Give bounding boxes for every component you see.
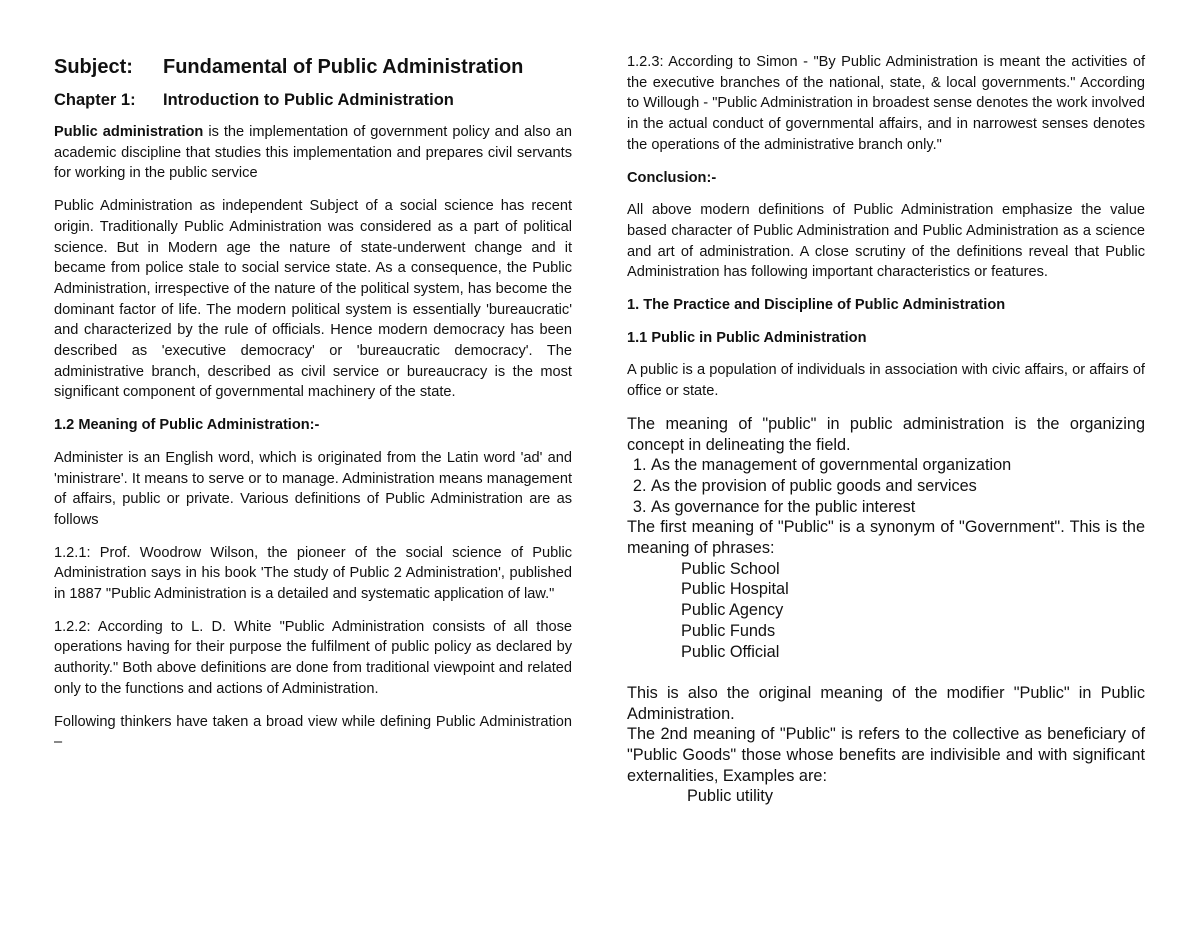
following-paragraph: Following thinkers have taken a broad view while defining Public Administration – xyxy=(54,713,572,751)
definition-122: 1.2.2: According to L. D. White "Public Administration consists of all those operations having for their purpose the fulfilment of public policy as declared by authority." Both above definitions are done from traditional viewpoint and related only to the functions and actions of Administration. xyxy=(54,618,572,697)
subject-text: Fundamental of Public Administration xyxy=(163,56,524,78)
meaning-section xyxy=(627,414,1145,807)
original-meaning-paragraph: This is also the original meaning of the modifier "Public" in Public Administration. xyxy=(627,683,1145,723)
intro-rest: is the implementation of government policy and also an academic discipline that studies this implementation and prepares civil servants for working in the public service xyxy=(54,124,573,182)
subject-heading xyxy=(54,56,572,79)
intro-paragraph xyxy=(54,122,572,184)
phrase-item: Public Funds xyxy=(681,621,776,640)
list-item: 1. As the management of governmental organization xyxy=(651,455,1145,476)
administer-paragraph: Administer is an English word, which is originated from the Latin word 'ad' and 'ministrare'. It means to serve or to manage. Administration means management of affairs, public or private. Various definitions of Public Administration are as follows xyxy=(54,449,572,528)
subject-label: Subject: xyxy=(54,56,133,78)
left-column xyxy=(54,52,572,765)
conclusion-heading: Conclusion:- xyxy=(627,169,717,186)
phrase-item: Public Hospital xyxy=(681,580,789,599)
phrase-item: Public Agency xyxy=(681,601,784,620)
practice-heading: 1. The Practice and Discipline of Public Administration xyxy=(627,297,1006,314)
definition-121: 1.2.1: Prof. Woodrow Wilson, the pioneer of the social science of Public Administration says in his book 'The study of Public 2 Administration', published in 1887 "Public Administration is a detailed and systematic application of law." xyxy=(54,544,572,603)
definition-123: 1.2.3: According to Simon - "By Public Administration is meant the activities of the executive branches of the national, state, & local governments." According to Willough - "Public Administration in broadest sense denotes the work involved in the actual conduct of governmental affairs, and in narrowest senses denotes the operations of the administrative branch only." xyxy=(627,54,1145,153)
meanings-list xyxy=(627,455,1145,517)
list-item: 2. As the provision of public goods and services xyxy=(651,476,1145,497)
origin-paragraph: Public Administration as independent Subject of a social science has recent origin. Traditionally Public Administration was considered as a part of political science. But in Modern age the nature of state-underwent change and it became from police stale to social service state. As a consequence, the Public Administration, irrespective of the nature of the political system, has become the dominant factor of life. The modern political system is essentially 'bureaucratic' and characterized by the rule of officials. Hence modern democracy has been described as 'executive democracy' or 'bureaucratic democracy'. The administrative branch, described as civil service or bureaucracy is the most significant component of governmental machinery of the state. xyxy=(54,198,572,401)
right-column xyxy=(627,52,1145,807)
chapter-heading xyxy=(54,91,572,110)
phrase-item: Public Official xyxy=(681,642,780,661)
intro-bold: Public administration xyxy=(54,124,204,140)
public-paragraph: A public is a population of individuals in association with civic affairs, or affairs of office or state. xyxy=(627,362,1145,400)
meaning-paragraph: The meaning of "public" in public administration is the organizing concept in delineating the field. xyxy=(627,414,1145,454)
conclusion-paragraph: All above modern definitions of Public Administration emphasize the value based character of Public Administration and Public Administration as a science and art of administration. A close scrutiny of the definitions reveal that Public Administration has following important characteristics or features. xyxy=(627,202,1145,281)
list-item: 3. As governance for the public interest xyxy=(651,497,1145,518)
meaning-heading: 1.2 Meaning of Public Administration:- xyxy=(54,417,320,434)
second-meaning-paragraph: The 2nd meaning of "Public" is refers to the collective as beneficiary of "Public Goods" those whose benefits are indivisible and with significant externalities, Examples are: xyxy=(627,725,1145,785)
example-item: Public utility xyxy=(687,787,773,806)
first-meaning-paragraph: The first meaning of "Public" is a synonym of "Government". This is the meaning of phrases: xyxy=(627,518,1145,558)
chapter-text: Introduction to Public Administration xyxy=(163,91,454,109)
chapter-label: Chapter 1: xyxy=(54,91,136,109)
public-heading: 1.1 Public in Public Administration xyxy=(627,329,867,346)
phrase-item: Public School xyxy=(681,559,780,578)
